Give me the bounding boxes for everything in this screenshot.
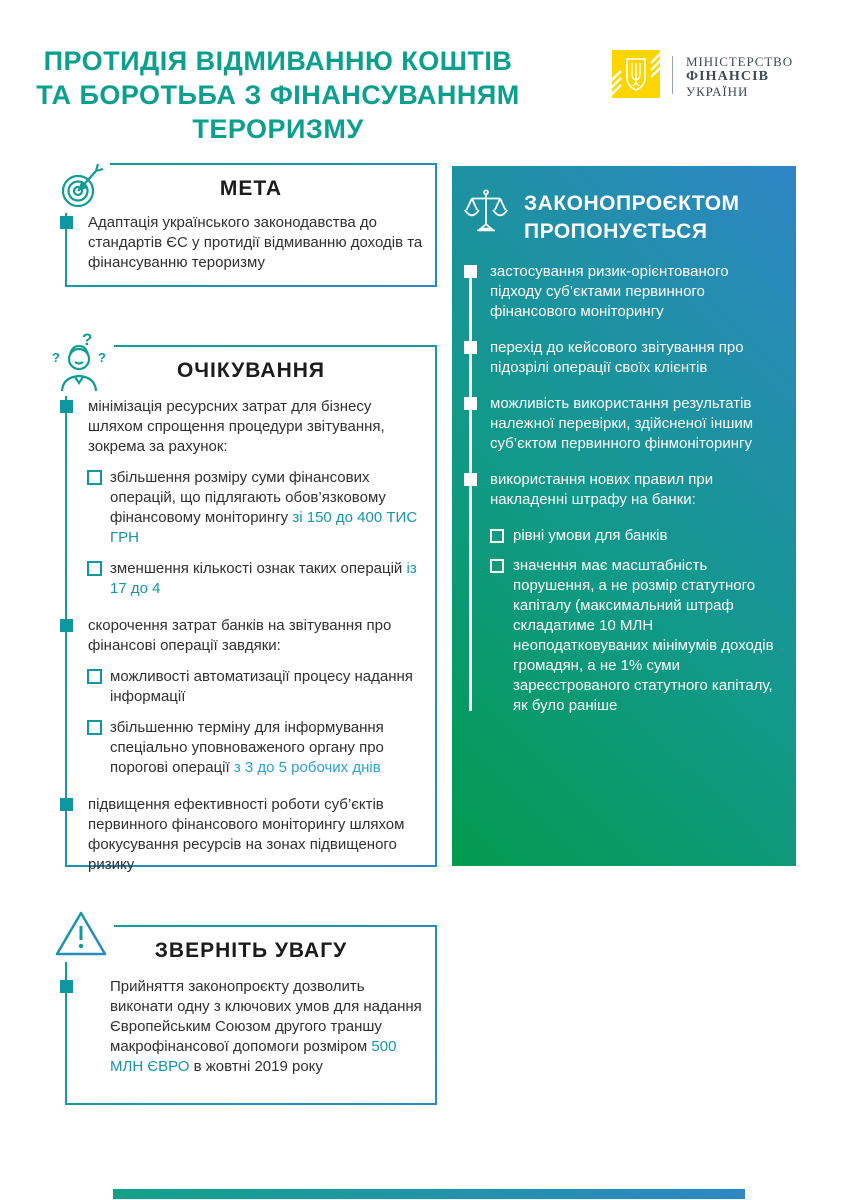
bullet-square-icon: [464, 473, 477, 486]
attention-text: Прийняття законопроєкту дозволить виконати одну з ключових умов для надання Європейським Союзом другого траншу макрофінансової допомоги розміром: [110, 978, 422, 1055]
page-title-line2: ТА БОРОТЬБА З ФІНАНСУВАННЯМ: [36, 80, 520, 110]
bullet-square-icon: [60, 619, 73, 632]
attention-box: [65, 925, 437, 1105]
proposal-item-4-sub-1: [513, 526, 782, 546]
sub-text: збільшення розміру суми фінансових операцій, що підлягають обов’язковому фінансовому моніторингу: [110, 469, 386, 526]
expectations-title: ОЧІКУВАННЯ: [176, 359, 326, 382]
proposal-item-2: [490, 338, 778, 378]
sub-accent: зі 150 до 400 ТИС ГРН: [110, 509, 418, 546]
proposal-item-3-text: можливість використання результатів належної перевірки, здійсненої іншим суб’єктом первинного фінмоніторингу: [490, 395, 754, 452]
proposal-item-2-text: перехід до кейсового звітування про підозрілі операції своїх клієнтів: [490, 339, 744, 376]
checkbox-icon: [87, 561, 102, 576]
bullet-square-icon: [60, 980, 73, 993]
proposal-item-4-sub-2: [513, 556, 782, 716]
logo-divider: [672, 56, 673, 94]
trident-emblem-icon: [612, 85, 660, 102]
meta-title: МЕТА: [219, 177, 283, 200]
sub-text: значення має масштабність порушення, а не розмір статутного капіталу (максимальний штраф складатиме 10 МЛН неоподатковуваних мінімумів доходів громадян, а не 1% суми зареєстрованого статутного капіталу, як було раніше: [513, 557, 774, 714]
sub-accent: з 3 до 5 робочих днів: [233, 759, 381, 776]
checkbox-icon: [490, 529, 504, 543]
page-title-line1: ПРОТИДІЯ ВІДМИВАННЮ КОШТІВ: [43, 46, 513, 76]
checkbox-icon: [87, 669, 102, 684]
expectations-item-2-sub-2: [110, 718, 427, 778]
target-icon: [54, 157, 110, 213]
bullet-square-icon: [464, 265, 477, 278]
meta-item: [88, 213, 427, 273]
page-title: [28, 44, 528, 146]
proposal-item-1: [490, 262, 778, 322]
proposal-item-1-text: застосування ризик-орієнтованого підходу суб’єктами первинного фінансового моніторингу: [490, 263, 729, 320]
expectations-item-1-sub-1: [110, 468, 427, 548]
proposal-panel: [452, 166, 796, 866]
sub-text: збільшенню терміну для інформування спеціально уповноваженого органу про порогові операції: [110, 719, 384, 776]
expectations-item-2-text: скорочення затрат банків на звітування про фінансові операції завдяки:: [88, 617, 392, 654]
footer-gradient-bar: [113, 1189, 745, 1199]
expectations-item-1-text: мінімізація ресурсних затрат для бізнесу шляхом спрощення процедури звітування, зокрема за рахунок:: [88, 398, 385, 455]
expectations-item-2-sub-1: [110, 667, 427, 707]
proposal-item-4-text: використання нових правил при накладенні штрафу на банки:: [490, 471, 714, 508]
proposal-item-3: [490, 394, 778, 454]
bullet-square-icon: [464, 397, 477, 410]
expectations-item-2: [88, 616, 427, 656]
proposal-title-line1: ЗАКОНОПРОЄКТОМ: [524, 192, 740, 215]
bullet-square-icon: [60, 216, 73, 229]
page-title-line3: ТЕРОРИЗМУ: [192, 114, 364, 144]
checkbox-icon: [87, 720, 102, 735]
person-question-icon: [44, 330, 114, 396]
sub-accent: із 17 до 4: [110, 560, 417, 597]
attention-text-after: в жовтні 2019 року: [189, 1058, 323, 1075]
attention-title: ЗВЕРНІТЬ УВАГУ: [154, 939, 348, 962]
expectations-item-1: [88, 397, 427, 457]
ministry-name: [686, 54, 793, 99]
svg-text:?: ?: [52, 350, 60, 365]
ministry-logo: [612, 50, 660, 98]
ministry-line3: УКРАЇНИ: [686, 84, 749, 99]
attention-accent: 500 МЛН ЄВРО: [110, 1038, 397, 1075]
meta-item-text: Адаптація українського законодавства до стандартів ЄС у протидії відмиванню доходів та фінансуванню тероризму: [88, 214, 423, 271]
bullet-square-icon: [60, 400, 73, 413]
sub-text: зменшення кількості ознак таких операцій: [110, 560, 407, 577]
sub-text: можливості автоматизації процесу надання інформації: [110, 668, 413, 705]
sub-text: рівні умови для банків: [513, 527, 668, 544]
expectations-box: [52, 330, 437, 873]
checkbox-icon: [490, 559, 504, 573]
expectations-item-3-text: підвищення ефективності роботи суб’єктів первинного фінансового моніторингу шляхом фокусування ресурсів на зонах підвищеного ризику: [88, 796, 405, 873]
expectations-item-3: [88, 795, 427, 875]
warning-triangle-icon: [48, 906, 114, 962]
svg-text:?: ?: [98, 350, 106, 365]
bullet-square-icon: [464, 341, 477, 354]
bullet-square-icon: [60, 798, 73, 811]
svg-text:?: ?: [82, 330, 93, 349]
meta-box: [65, 163, 437, 287]
checkbox-icon: [87, 470, 102, 485]
attention-item: [110, 977, 425, 1077]
ministry-line2: ФІНАНСІВ: [686, 69, 770, 84]
proposal-title-line2: ПРОПОНУЄТЬСЯ: [524, 220, 708, 243]
expectations-item-1-sub-2: [110, 559, 427, 599]
proposal-item-4: [490, 470, 778, 510]
ministry-line1: МІНІСТЕРСТВО: [686, 54, 794, 69]
